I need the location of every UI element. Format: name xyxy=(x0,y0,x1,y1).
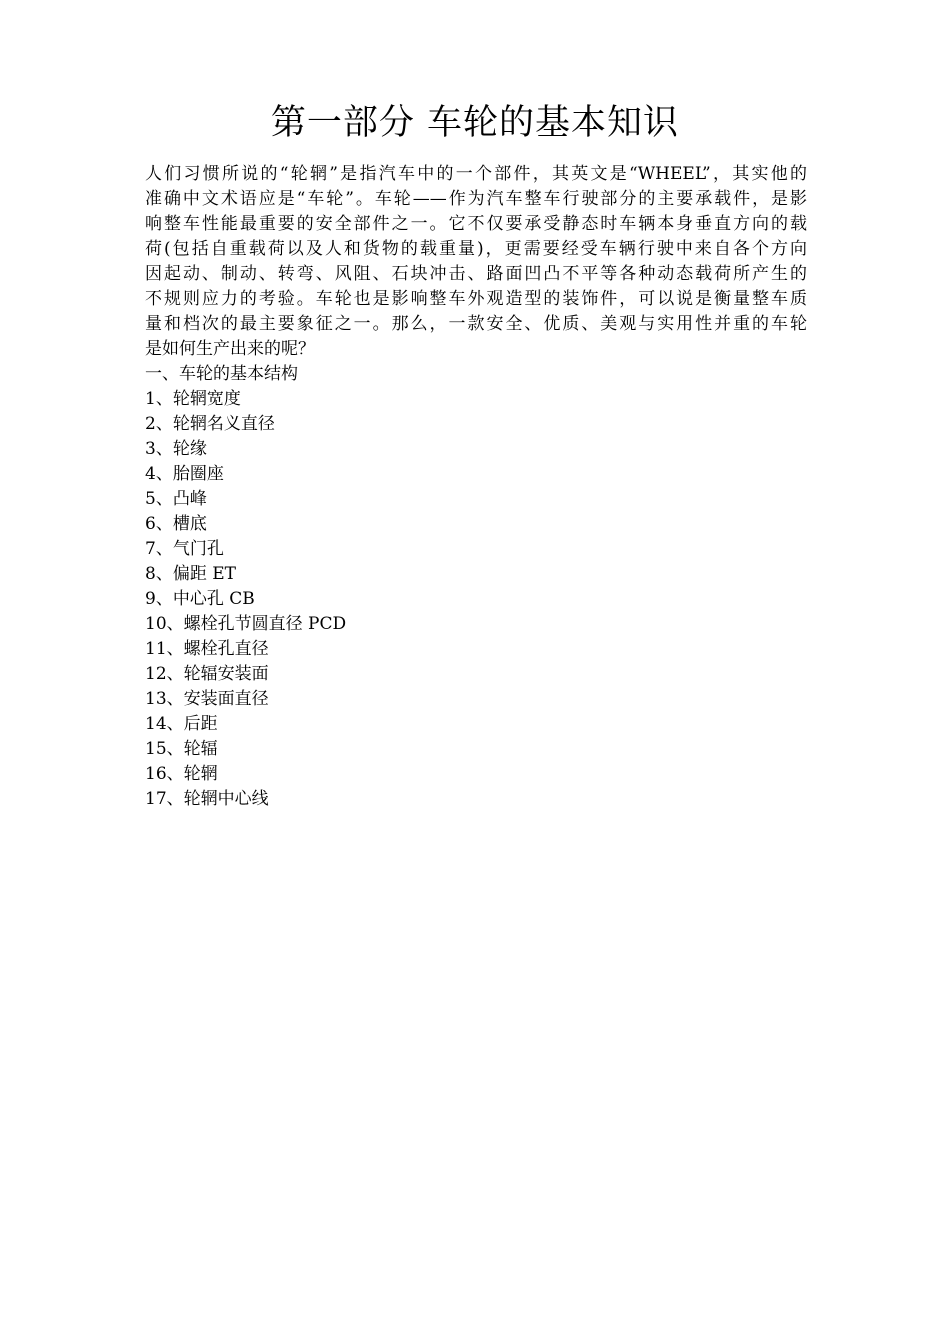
list-item: 17、轮辋中心线 xyxy=(145,789,269,809)
list-item: 4、胎圈座 xyxy=(145,464,224,484)
structure-list xyxy=(145,387,807,812)
intro-line: 荷(包括自重载荷以及人和货物的载重量)，更需要经受车辆行驶中来自各个方向 xyxy=(145,239,807,259)
list-item: 11、螺栓孔直径 xyxy=(145,639,269,659)
list-item: 3、轮缘 xyxy=(145,439,207,459)
list-item: 16、轮辋 xyxy=(145,764,218,784)
list-item: 9、中心孔 CB xyxy=(145,589,255,609)
document-body xyxy=(145,162,807,812)
list-item: 1、轮辋宽度 xyxy=(145,389,241,409)
intro-line: 准确中文术语应是“车轮”。车轮——作为汽车整车行驶部分的主要承载件，是影 xyxy=(145,189,807,209)
intro-line: 人们习惯所说的“轮辋”是指汽车中的一个部件，其英文是“WHEEL”，其实他的 xyxy=(145,164,807,184)
list-item: 10、螺栓孔节圆直径 PCD xyxy=(145,614,347,634)
list-item: 13、安装面直径 xyxy=(145,689,269,709)
intro-paragraph xyxy=(145,162,807,362)
list-item: 5、凸峰 xyxy=(145,489,207,509)
list-item: 6、槽底 xyxy=(145,514,207,534)
intro-line: 不规则应力的考验。车轮也是影响整车外观造型的装饰件，可以说是衡量整车质 xyxy=(145,289,807,309)
intro-line: 是如何生产出来的呢？ xyxy=(145,339,315,359)
list-item: 8、偏距 ET xyxy=(145,564,236,584)
list-item: 15、轮辐 xyxy=(145,739,218,759)
intro-line: 因起动、制动、转弯、风阻、石块冲击、路面凹凸不平等各种动态载荷所产生的 xyxy=(145,264,807,284)
intro-line: 量和档次的最主要象征之一。那么，一款安全、优质、美观与实用性并重的车轮 xyxy=(145,314,807,334)
page-title: 第一部分 车轮的基本知识 xyxy=(270,103,680,143)
list-item: 7、气门孔 xyxy=(145,539,224,559)
intro-line: 响整车性能最重要的安全部件之一。它不仅要承受静态时车辆本身垂直方向的载 xyxy=(145,214,807,234)
section-heading: 一、车轮的基本结构 xyxy=(145,364,298,384)
list-item: 2、轮辋名义直径 xyxy=(145,414,275,434)
list-item: 14、后距 xyxy=(145,714,218,734)
list-item: 12、轮辐安装面 xyxy=(145,664,269,684)
